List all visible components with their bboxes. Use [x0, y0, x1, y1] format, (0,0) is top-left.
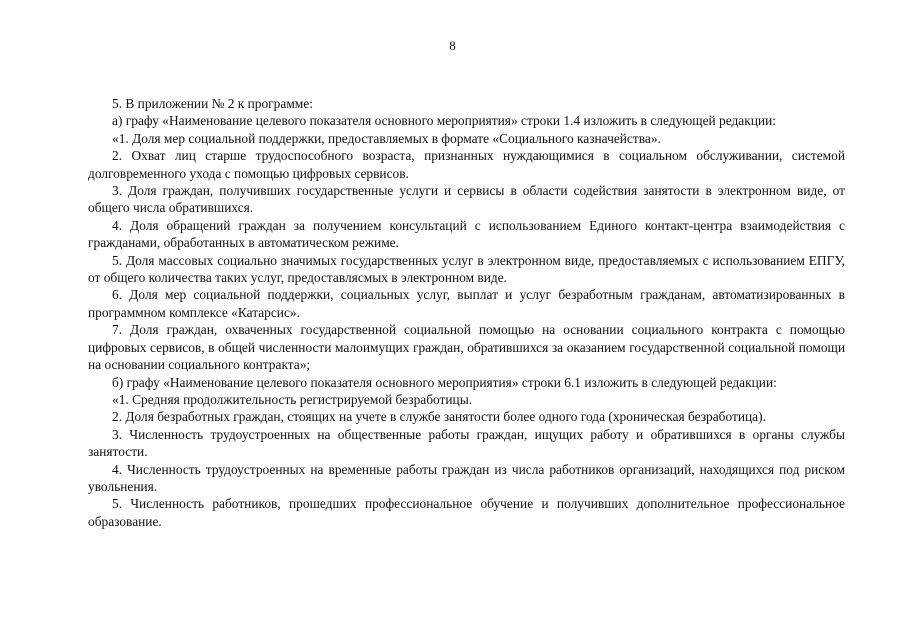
paragraph-b-1: «1. Средняя продолжительность регистрируемой безработицы.	[112, 391, 473, 407]
paragraph-a-5: 5. Доля массовых социально значимых государственных услуг в электронном виде, предоставляемых с использованием ЕПГУ, от общего количества таких услуг, предоставлясмых в электронном виде.	[88, 252, 845, 286]
paragraph-a-7: 7. Доля граждан, охваченных государственной социальной помощью на основании социального контракта с помощью цифровых сервисов, в общей численности малоимущих граждан, обратившихся за оказанием государственной социальной помощи на основании социального контракта»;	[88, 322, 845, 373]
paragraph-a-4: 4. Доля обращений граждан за получением консультаций с использованием Единого контакт-центра взаимодействия с гражданами, обработанных в автоматическом режиме.	[88, 217, 845, 251]
paragraph-a-3: 3. Доля граждан, получивших государственные услуги и сервисы в области содействия занятости в электронном виде, от общего числа обратившихся.	[88, 183, 845, 216]
paragraph-item-a: а) графу «Наименование целевого показателя основного мероприятия» строки 1.4 изложить в следующей редакции:	[112, 113, 776, 129]
paragraph-b-4: 4. Численность трудоустроенных на временные работы граждан из числа работников организаций, находящихся под риском увольнения.	[88, 461, 845, 494]
page-number: 8	[449, 38, 456, 53]
paragraph-b-5: 5. Численность работников, прошедших профессиональное обучение и получивших дополнительное профессиональное образование.	[88, 496, 845, 529]
paragraph-item-b: б) графу «Наименование целевого показателя основного мероприятия» строки 6.1 изложить в следующей редакции:	[112, 374, 777, 390]
paragraph-appendix-intro: 5. В приложении № 2 к программе:	[112, 96, 313, 111]
paragraph-a-1: «1. Доля мер социальной поддержки, предоставляемых в формате «Социального казначейства».	[112, 130, 661, 146]
paragraph-a-6: 6. Доля мер социальной поддержки, социальных услуг, выплат и услуг безработным гражданам, автоматизированных в программном комплексе «Катарсис».	[88, 287, 845, 320]
paragraph-a-2: 2. Охват лиц старше трудоспособного возраста, признанных нуждающимися в социальном обслуживании, системой долговременного ухода с помощью цифровых сервисов.	[88, 148, 845, 181]
paragraph-b-3: 3. Численность трудоустроенных на общественные работы граждан, ищущих работу и обратившихся в органы службы занятости.	[88, 426, 845, 460]
paragraph-b-2: 2. Доля безработных граждан, стоящих на учете в службе занятости более одного года (хроническая безработица).	[112, 409, 766, 425]
document-body	[88, 95, 845, 530]
